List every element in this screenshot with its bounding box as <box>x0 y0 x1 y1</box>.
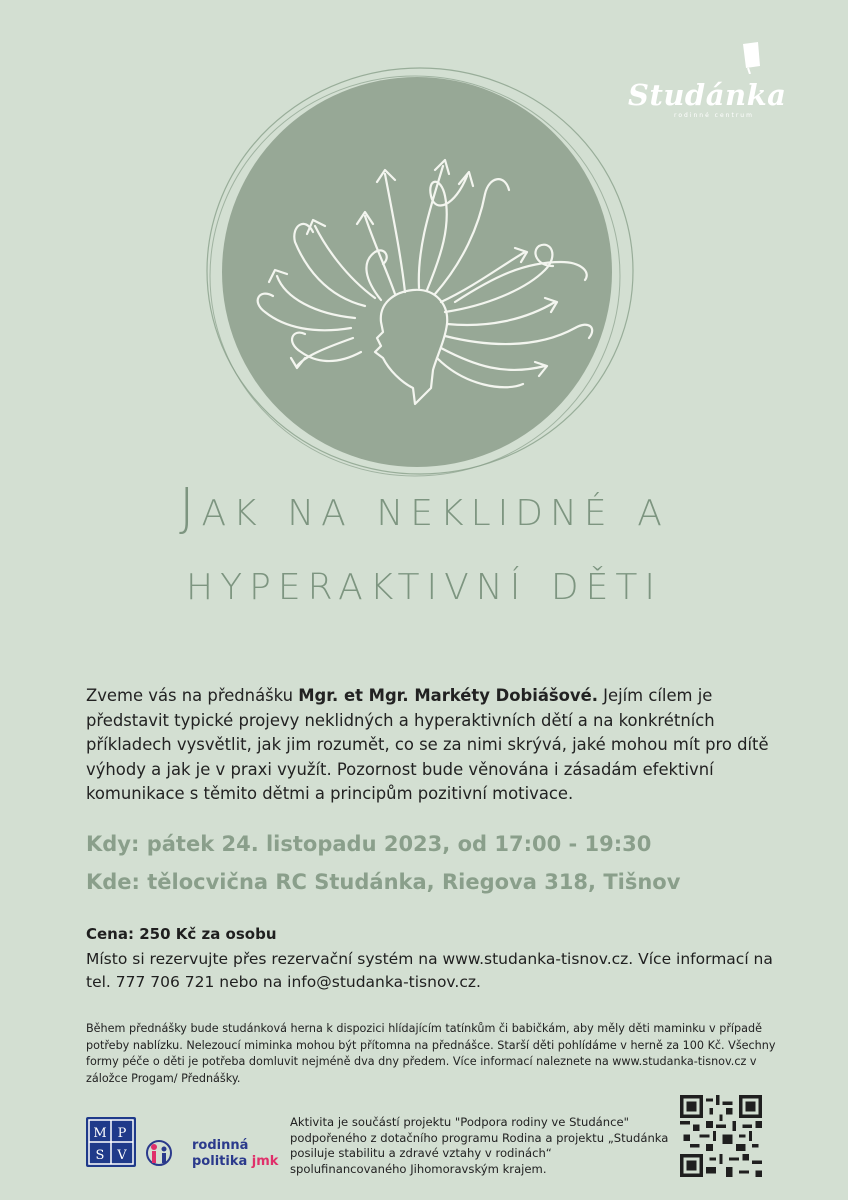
svg-text:P: P <box>117 1126 127 1141</box>
event-date: Kdy: pátek 24. listopadu 2023, od 17:00 - 19:30 <box>86 832 652 856</box>
hero-illustration <box>205 66 645 486</box>
studanka-logo <box>628 40 798 120</box>
logo-subtitle: rodinné centrum <box>674 112 754 119</box>
rp-line-2: politika <box>192 1154 248 1169</box>
rp-line-1: rodinná <box>192 1138 249 1153</box>
rp-jmk: jmk <box>251 1154 279 1169</box>
project-info: Aktivita je součástí projektu "Podpora rodiny ve Studánce" podpořeného z dotačního programu Rodina a projektu „Studánka posiluje stabilitu a zdravé vztahy v rodinách“ spolufinancovaného Jihomoravským krajem. <box>290 1115 669 1176</box>
logo-wordmark: Studánka <box>628 78 787 112</box>
rodinna-politika-logo <box>192 1138 278 1170</box>
title-line-2: hyperaktivní děti <box>186 552 662 612</box>
speaker-name: Mgr. et Mgr. Markéty Dobiášové. <box>298 686 598 705</box>
intro-body: Jejím cílem je představit typické projevy neklidných a hyperaktivních dětí a na konkrétních příkladech vysvětlit, jak jim rozumět, co se za nimi skrývá, jaké mohou mít pro dítě výhody a jak je v praxi využít. Pozornost bude věnována i zásadám efektivní komunikace s těmito dětmi a principům pozitivní motivace. <box>86 686 769 803</box>
intro-prefix: Zveme vás na přednášku <box>86 686 299 705</box>
qr-code[interactable] <box>680 1095 762 1177</box>
pen-icon <box>738 40 764 74</box>
mpsv-emblem-icon <box>86 1117 136 1167</box>
reservation-info: Místo si rezervujte přes rezervační systém na www.studanka-tisnov.cz. Více informací na tel. 777 706 721 nebo na info@studanka-tisnov.cz. <box>86 950 773 991</box>
mpsv-logo <box>86 1117 136 1167</box>
family-icon <box>144 1138 184 1168</box>
event-location: Kde: tělocvična RC Studánka, Riegova 318, Tišnov <box>86 870 681 894</box>
title-line-1: Jak na neklidné a <box>179 478 669 538</box>
childcare-note: Během přednášky bude studánková herna k dispozici hlídajícím tatínkům či babičkám, aby měly děti maminku v případě potřeby nablízku. Nelezoucí miminka mohou být přítomna na přednášce. Starší děti pohlídáme v herně za 100 Kč. Všechny formy péče o děti je potřeba domluvit nejméně dva dny předem. Více informací naleznete na www.studanka-tisnov.cz v záložce Progam/ Přednášky. <box>86 1022 776 1085</box>
svg-text:V: V <box>117 1148 127 1163</box>
intro-paragraph <box>86 684 776 807</box>
svg-text:M: M <box>93 1126 107 1141</box>
svg-text:S: S <box>95 1148 105 1163</box>
price: Cena: 250 Kč za osobu <box>86 925 277 943</box>
